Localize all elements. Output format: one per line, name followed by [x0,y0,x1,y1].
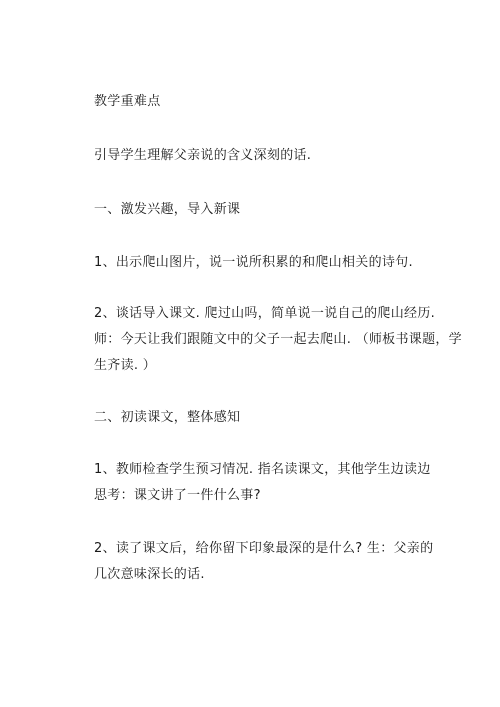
objective-text: 引导学生理解父亲说的含义深刻的话. [94,148,312,163]
section1-item2-line1: 2、谈话导入课文. 爬过山吗，简单说一说自己的爬山经历. [94,306,436,321]
section1-item2-line2: 师：今天让我们跟随文中的父子一起去爬山. （师板书课题，学 [94,332,462,347]
section1-item1: 1、出示爬山图片，说一说所积累的和爬山相关的诗句. [94,255,413,270]
section1-item2-line3: 生齐读. ） [94,358,157,373]
section1-title: 一、激发兴趣，导入新课 [94,202,241,217]
section2-item2-line2: 几次意味深长的话. [94,567,205,582]
section2-item1-line2: 思考：课文讲了一件什么事? [94,488,261,503]
heading-text: 教学重难点 [94,94,161,109]
section2-title: 二、初读课文，整体感知 [94,410,241,425]
section2-item2-line1: 2、读了课文后，给你留下印象最深的是什么? 生：父亲的 [94,541,434,556]
section2-item1-line1: 1、教师检查学生预习情况. 指名读课文，其他学生边读边 [94,462,431,477]
